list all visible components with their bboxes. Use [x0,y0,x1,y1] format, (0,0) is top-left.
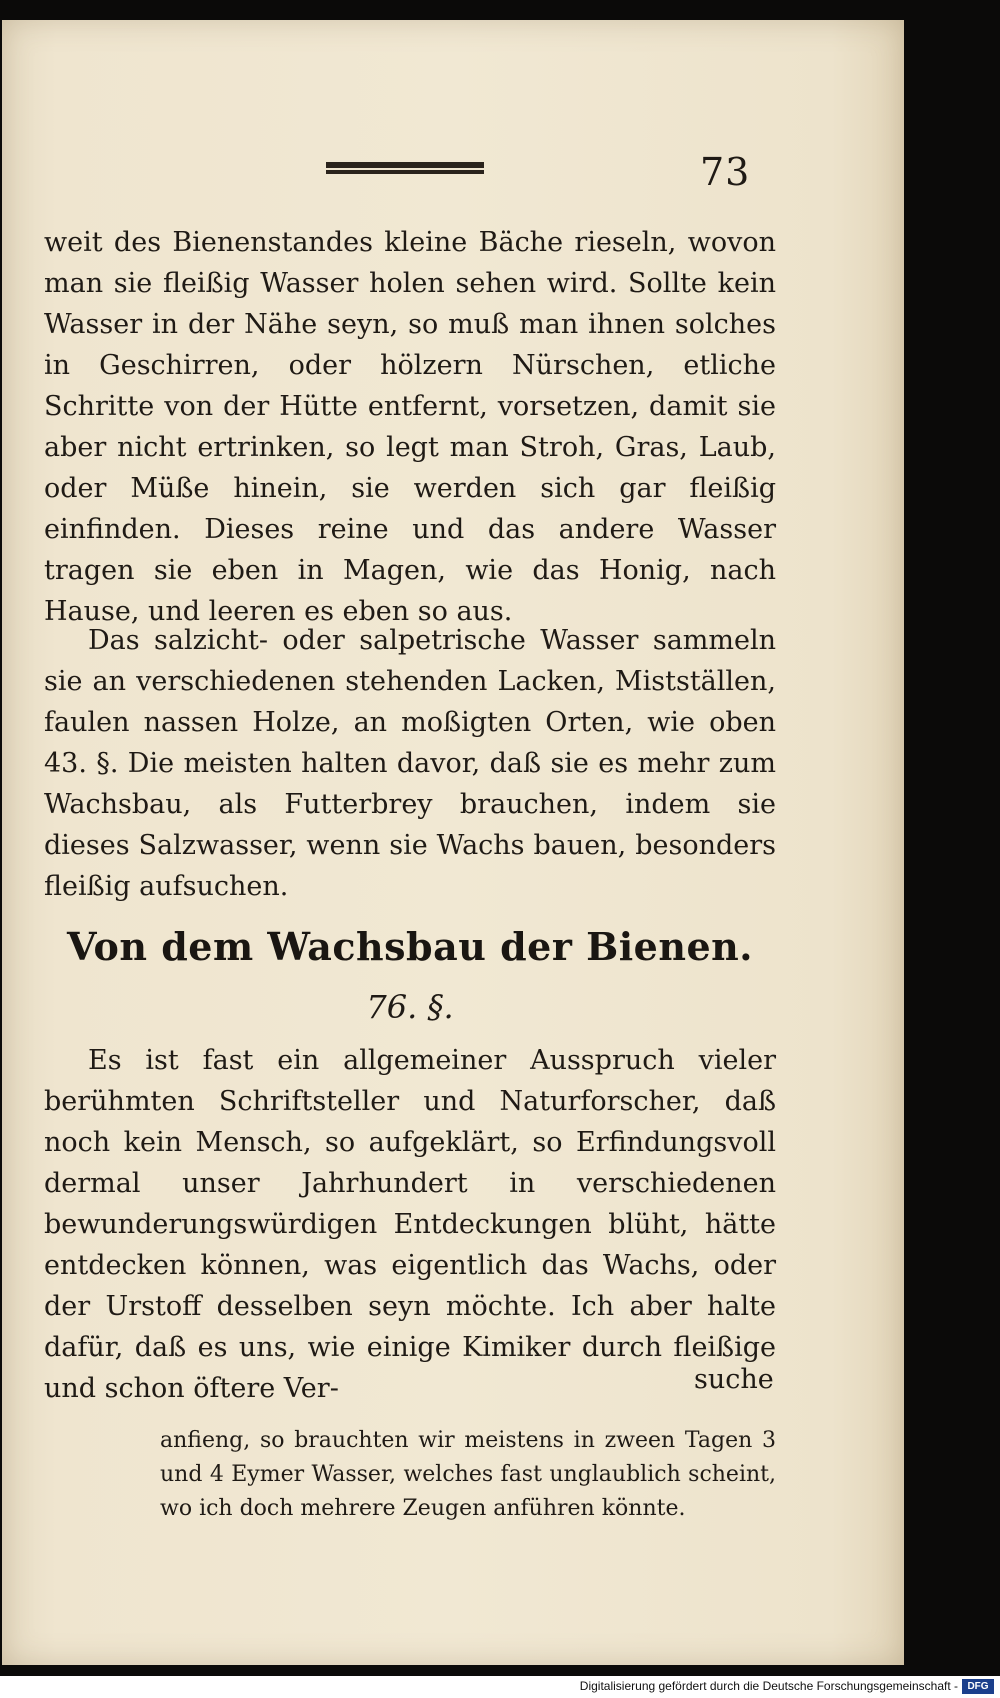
funding-credit: Digitalisierung gefördert durch die Deutsche Forschungsgemeinschaft - [579,1679,958,1693]
header-rule [326,162,484,170]
dfg-logo-icon: DFG [962,1679,994,1694]
footnote: anfieng, so brauchten wir meistens in zween Tagen 3 und 4 Eymer Wasser, welches fast unglaublich scheint, wo ich doch mehrere Zeugen anführen könnte. [160,1428,776,1521]
section-paragraph: Es ist fast ein allgemeiner Ausspruch vieler berühmten Schriftsteller und Naturforscher, daß noch kein Mensch, so aufgeklärt, so Erfindungsvoll dermal unser Jahrhundert in verschiedenen bewunderungswürdigen Entdeckungen blüht, hätte entdecken können, was eigentlich das Wachs, oder der Urstoff desselben seyn möchte. Ich aber halte dafür, daß es uns, wie einige Kimiker durch fleißige und schon öftere Ver- [44,1045,776,1404]
catchword: suche [694,1364,774,1395]
section-number: 76. §. [366,988,454,1026]
paragraph-salt-water: Das salzicht- oder salpetrische Wasser sammeln sie an verschiedenen stehenden Lacken, Mistställen, faulen nassen Holze, an moßigten Orten, wie oben 43. §. Die meisten halten davor, daß sie es mehr zum Wachsbau, als Futterbrey brauchen, indem sie dieses Salzwasser, wenn sie Wachs bauen, besonders fleißig aufsuchen. [44,625,776,902]
paragraph-continued: weit des Bienenstandes kleine Bäche rieseln, wovon man sie fleißig Wasser holen sehen wird. Sollte kein Wasser in der Nähe seyn, so muß man ihnen solches in Geschirren, oder hölzern Nürschen, etliche Schritte von der Hütte entfernt, vorsetzen, damit sie aber nicht ertrinken, so legt man Stroh, Gras, Laub, oder Müße hinein, sie werden sich gar fleißig einfinden. Dieses reine und das andere Wasser tragen sie eben in Magen, wie das Honig, nach Hause, und leeren es eben so aus. [44,227,776,627]
page-number: 73 [700,150,751,194]
section-heading: Von dem Wachsbau der Bienen. [67,924,753,969]
